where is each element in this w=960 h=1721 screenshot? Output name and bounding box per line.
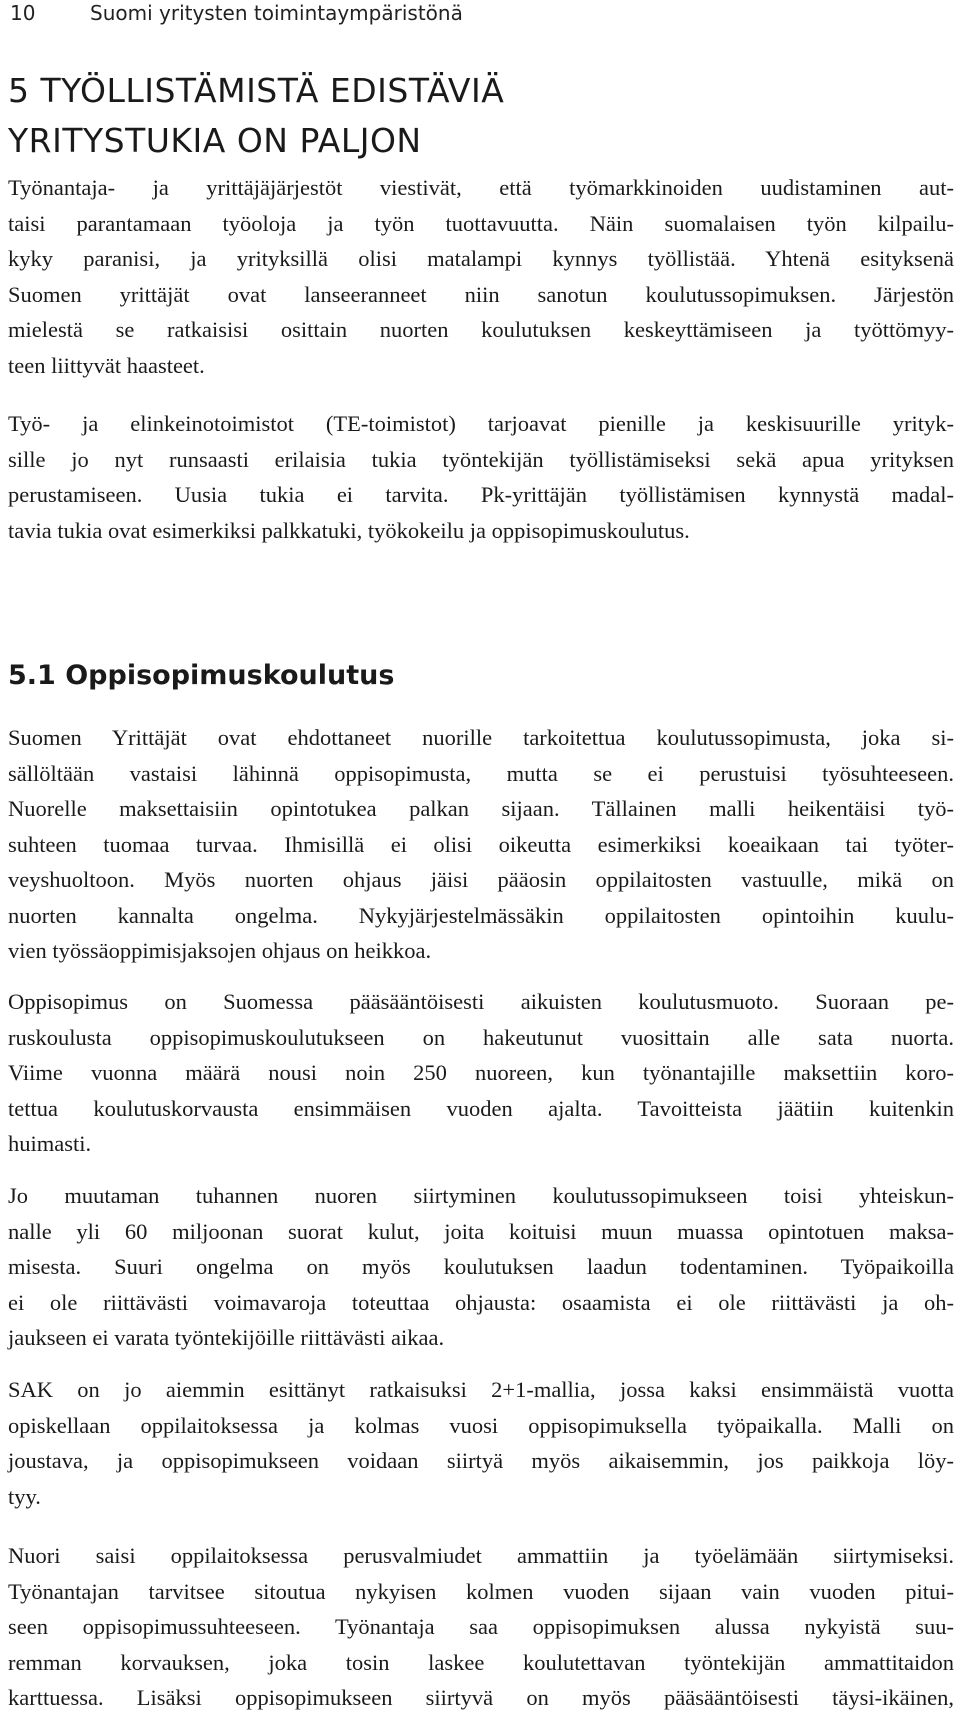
text-line: SAK on jo aiemmin esittänyt ratkaisuksi 2+1-mallia, jossa kaksi ensimmäistä vuotta — [8, 1377, 954, 1402]
text-line: sällöltään vastaisi lähinnä oppisopimusta, mutta se ei perustuisi työsuhteeseen. — [8, 760, 954, 786]
text-line: nuorten kannalta ongelma. Nykyjärjestelmässäkin oppilaitosten opintoihin kuulu- — [8, 902, 954, 928]
text-line: tavia tukia ovat esimerkiksi palkkatuki, työkokeilu ja oppisopimuskoulutus. — [8, 517, 690, 543]
section-paragraph-1 — [8, 720, 954, 969]
text-line: ruskoulusta oppisopimuskoulutukseen on hakeutunut vuosittain alle sata nuorta. — [8, 1024, 954, 1050]
text-line: Työnantaja- ja yrittäjäjärjestöt viestivät, että työmarkkinoiden uudistaminen aut- — [8, 175, 954, 200]
text-line: huimasti. — [8, 1131, 92, 1156]
chapter-title-line: 5 TYÖLLISTÄMISTÄ EDISTÄVIÄ — [8, 71, 505, 110]
text-line: taisi parantamaan työoloja ja työn tuottavuutta. Näin suomalaisen työn kilpailu- — [8, 210, 954, 236]
text-line: seen oppisopimussuhteeseen. Työnantaja saa oppisopimuksen alussa nykyistä suu- — [8, 1614, 954, 1639]
text-line: Nuori saisi oppilaitoksessa perusvalmiudet ammattiin ja työelämään siirtymiseksi. — [8, 1543, 954, 1568]
text-line: karttuessa. Lisäksi oppisopimukseen siirtyvä on myös pääsääntöisesti täysi-ikäinen, — [8, 1685, 954, 1710]
text-line: perustamiseen. Uusia tukia ei tarvita. Pk-yrittäjän työllistämisen kynnystä madal- — [8, 482, 954, 507]
text-line: veyshuoltoon. Myös nuorten ohjaus jäisi pääosin oppilaitosten vastuulle, mikä on — [8, 867, 954, 892]
text-line: tyy. — [8, 1483, 41, 1509]
text-line: Suomen yrittäjät ovat lanseeranneet niin sanotun koulutussopimuksen. Järjestön — [8, 281, 954, 307]
text-line: Työ- ja elinkeinotoimistot (TE-toimistot) tarjoavat pienille ja keskisuurille yrityk- — [8, 411, 954, 436]
chapter-title-line: YRITYSTUKIA ON PALJON — [8, 121, 422, 160]
text-line: opiskellaan oppilaitoksessa ja kolmas vuosi oppisopimuksella työpaikalla. Malli on — [8, 1412, 954, 1438]
section-paragraph-2 — [8, 984, 954, 1162]
text-line: Jo muutaman tuhannen nuoren siirtyminen koulutussopimukseen toisi yhteiskun- — [8, 1183, 954, 1208]
chapter-title — [8, 66, 948, 166]
text-line: teen liittyvät haasteet. — [8, 352, 205, 378]
text-line: Viime vuonna määrä nousi noin 250 nuoreen, kun työnantajille maksettiin koro- — [8, 1060, 954, 1085]
section-paragraph-4 — [8, 1372, 954, 1514]
text-line: jaukseen ei varata työntekijöille riittävästi aikaa. — [8, 1325, 445, 1350]
running-header — [10, 0, 463, 30]
text-line: suhteen tuomaa turvaa. Ihmisillä ei olisi oikeutta esimerkiksi koeaikaan tai työter- — [8, 831, 954, 857]
text-line: remman korvauksen, joka tosin laskee koulutettavan työntekijän ammattitaidon — [8, 1649, 954, 1675]
text-line: sille jo nyt runsaasti erilaisia tukia työntekijän työllistämiseksi sekä apua yrityksen — [8, 446, 954, 472]
intro-paragraph-1 — [8, 170, 954, 383]
intro-paragraph-2 — [8, 406, 954, 548]
text-line: ei ole riittävästi voimavaroja toteuttaa ohjausta: osaamista ei ole riittävästi ja oh- — [8, 1289, 954, 1315]
running-title: Suomi yritysten toimintaympäristönä — [90, 1, 463, 25]
section-paragraph-5 — [8, 1538, 954, 1716]
text-line: tettua koulutuskorvausta ensimmäisen vuoden ajalta. Tavoitteista jäätiin kuitenkin — [8, 1095, 954, 1121]
text-line: nalle yli 60 miljoonan suorat kulut, joita koituisi muun muassa opintotuen maksa- — [8, 1218, 954, 1244]
text-line: joustava, ja oppisopimukseen voidaan siirtyä myös aikaisemmin, jos paikkoja löy- — [8, 1448, 954, 1473]
section-paragraph-3 — [8, 1178, 954, 1356]
text-line: Suomen Yrittäjät ovat ehdottaneet nuorille tarkoitettua koulutussopimusta, joka si- — [8, 725, 954, 750]
text-line: misesta. Suuri ongelma on myös koulutuksen laadun todentaminen. Työpaikoilla — [8, 1254, 954, 1279]
text-line: kyky paranisi, ja yrityksillä olisi matalampi kynnys työllistää. Yhtenä esityksenä — [8, 246, 954, 271]
text-line: mielestä se ratkaisisi osittain nuorten koulutuksen keskeyttämiseen ja työttömyy- — [8, 317, 954, 342]
text-line: Oppisopimus on Suomessa pääsääntöisesti aikuisten koulutusmuoto. Suoraan pe- — [8, 989, 954, 1014]
page-number: 10 — [10, 1, 36, 25]
text-line: Työnantajan tarvitsee sitoutua nykyisen kolmen vuoden sijaan vain vuoden pitui- — [8, 1578, 954, 1604]
text-line: vien työssäoppimisjaksojen ohjaus on heikkoa. — [8, 938, 432, 963]
section-title: 5.1 Oppisopimuskoulutus — [8, 660, 395, 691]
text-line: Nuorelle maksettaisiin opintotukea palkan sijaan. Tällainen malli heikentäisi työ- — [8, 796, 954, 821]
